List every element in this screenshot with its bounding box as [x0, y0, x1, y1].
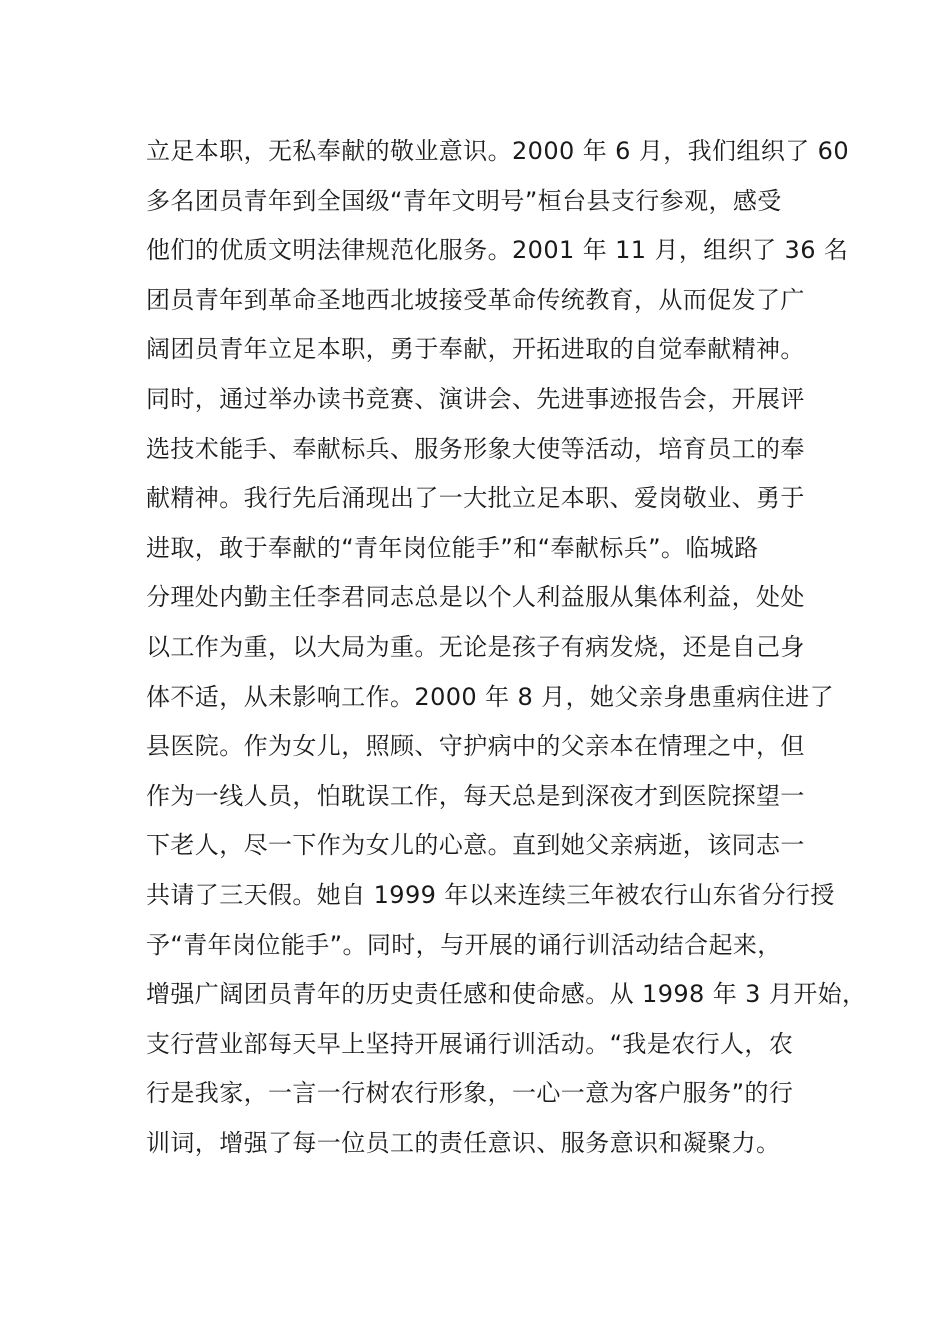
text-line: 作为一线人员，怕耽误工作，每天总是到深夜才到医院探望一 [146, 781, 805, 810]
text-line: 增强广阔团员青年的历史责任感和使命感。从 1998 年 3 月开始， [146, 980, 867, 1009]
text-line: 团员青年到革命圣地西北坡接受革命传统教育，从而促发了广 [146, 285, 805, 314]
text-line: 支行营业部每天早上坚持开展诵行训活动。“我是农行人，农 [146, 1029, 794, 1058]
text-line: 同时，通过举办读书竞赛、演讲会、先进事迹报告会，开展评 [146, 384, 805, 413]
text-line: 分理处内勤主任李君同志总是以个人利益服从集体利益，处处 [146, 583, 805, 612]
text-line: 训词，增强了每一位员工的责任意识、服务意识和凝聚力。 [146, 1128, 781, 1157]
text-line: 县医院。作为女儿，照顾、守护病中的父亲本在情理之中，但 [146, 732, 805, 761]
text-line: 予“青年岗位能手”。同时，与开展的诵行训活动结合起来， [146, 930, 782, 959]
body-paragraph [146, 127, 867, 1168]
text-line: 选技术能手、奉献标兵、服务形象大使等活动，培育员工的奉 [146, 434, 805, 463]
text-line: 立足本职，无私奉献的敬业意识。2000 年 6 月，我们组织了 60 [146, 137, 850, 165]
text-line: 体不适，从未影响工作。2000 年 8 月，她父亲身患重病住进了 [146, 682, 835, 711]
text-line: 共请了三天假。她自 1999 年以来连续三年被农行山东省分行授 [146, 880, 835, 909]
text-line: 献精神。我行先后涌现出了一大批立足本职、爱岗敬业、勇于 [146, 484, 805, 513]
text-line: 进取，敢于奉献的“青年岗位能手”和“奉献标兵”。临城路 [146, 533, 759, 562]
text-line: 行是我家，一言一行树农行形象，一心一意为客户服务”的行 [146, 1079, 794, 1108]
text-line: 多名团员青年到全国级“青年文明号”桓台县支行参观，感受 [146, 186, 782, 215]
text-line: 下老人，尽一下作为女儿的心意。直到她父亲病逝，该同志一 [146, 831, 805, 860]
text-line: 以工作为重，以大局为重。无论是孩子有病发烧，还是自己身 [146, 632, 805, 661]
text-line: 他们的优质文明法律规范化服务。2001 年 11 月，组织了 36 名 [146, 236, 849, 265]
text-line: 阔团员青年立足本职，勇于奉献，开拓进取的自觉奉献精神。 [146, 335, 805, 364]
